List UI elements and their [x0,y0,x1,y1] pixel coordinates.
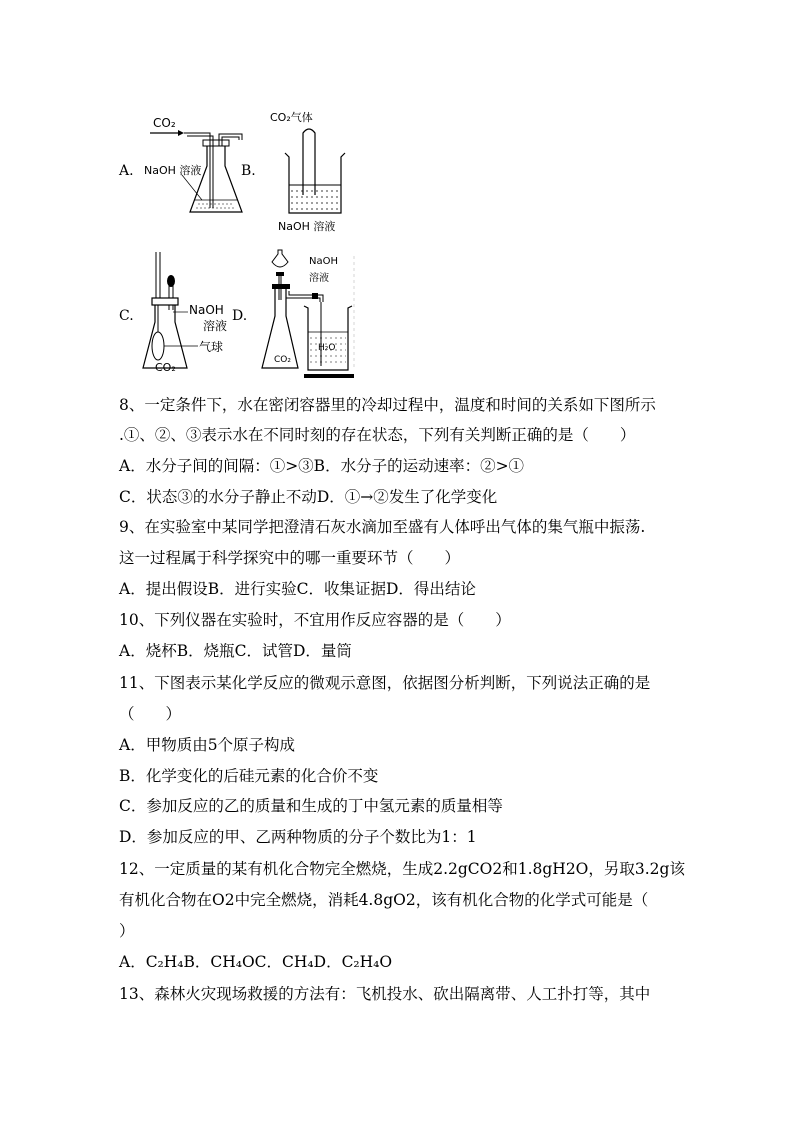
option-d-flask-label: CO₂ [274,355,291,365]
option-a-letter: A. [119,163,134,179]
q11-option-d: D．参加反应的甲、乙两种物质的分子个数比为1：1 [119,828,477,846]
option-a-flask-diagram [150,120,250,220]
option-c-flask-diagram [140,250,200,378]
q11-option-a: A．甲物质由5个原子构成 [119,736,296,754]
q13-line-1: 13、森林火灾现场救援的方法有：飞机投水、砍出隔离带、人工扑打等，其中 [119,985,651,1003]
q8-line-2: .①、②、③表示水在不同时刻的存在状态，下列有关判断正确的是（ ） [119,426,636,444]
option-a-gas-label: CO₂ [153,116,176,130]
option-b-beaker-diagram [283,123,348,218]
option-a-solution-label: NaOH 溶液 [144,164,202,177]
option-c-solution-label-2: 溶液 [203,319,228,333]
option-b-letter: B. [241,163,256,179]
q11-line-2: （ ） [119,705,182,723]
q12-line-1: 12、一定质量的某有机化合物完全燃烧，生成2.2gCO2和1.8gH2O，另取3.2g该 [119,860,685,878]
q12-options: A．C₂H₄B．CH₄OC．CH₄D．C₂H₄O [119,953,393,971]
option-d-solution-label-1: NaOH [309,256,338,267]
option-d-letter: D. [232,308,248,324]
q8-options-ab: A．水分子间的间隔：①>③B．水分子的运动速率：②>① [119,457,525,475]
q11-option-c: C．参加反应的乙的质量和生成的丁中氢元素的质量相等 [119,797,503,815]
q8-line-1: 8、一定条件下，水在密闭容器里的冷却过程中，温度和时间的关系如下图所示 [119,396,656,414]
option-d-water-label: H₂O [318,343,336,353]
option-b-solution-label: NaOH 溶液 [278,220,336,233]
q8-options-cd: C．状态③的水分子静止不动D．①→②发生了化学变化 [119,488,498,506]
option-c-letter: C. [119,308,134,324]
option-c-solution-label-1: NaOH [189,303,224,317]
q11-line-1: 11、下图表示某化学反应的微观示意图，依据图分析判断，下列说法正确的是 [119,674,651,692]
q12-line-2: 有机化合物在O2中完全燃烧，消耗4.8gO2，该有机化合物的化学式可能是（ [119,891,649,909]
option-b-gas-label: CO₂气体 [270,111,313,124]
option-c-balloon-label: 气球 [199,340,224,354]
q9-options: A．提出假设B．进行实验C．收集证据D．得出结论 [119,580,476,598]
q10-options: A．烧杯B．烧瓶C．试管D．量筒 [119,642,352,660]
q11-option-b: B．化学变化的后硅元素的化合价不变 [119,767,379,785]
option-d-solution-label-2: 溶液 [309,273,329,284]
option-c-gas-label: CO₂ [155,361,176,374]
q12-line-3: ） [119,922,135,940]
q10-line-1: 10、下列仪器在实验时，不宜用作反应容器的是（ ） [119,611,511,629]
q9-line-2: 这一过程属于科学探究中的哪一重要环节（ ） [119,549,461,567]
option-d-apparatus-diagram [258,248,358,383]
q9-line-1: 9、在实验室中某同学把澄清石灰水滴加至盛有人体呼出气体的集气瓶中振荡. [119,518,646,536]
